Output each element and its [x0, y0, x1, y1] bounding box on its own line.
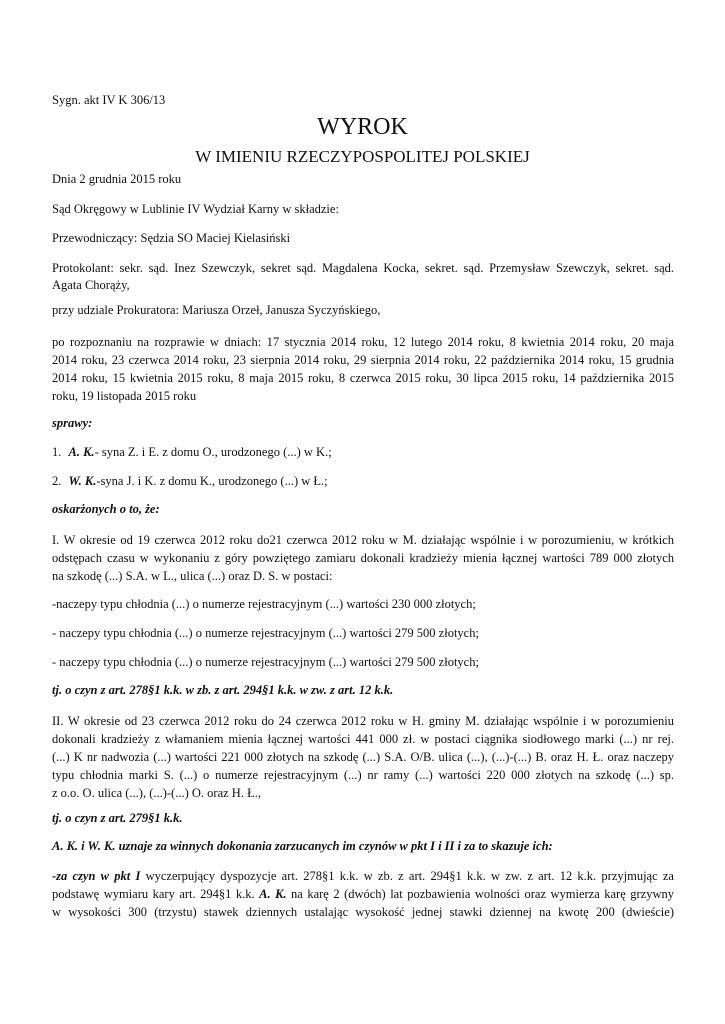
guilty-verdict: A. K. i W. K. uznaje za winnych dokonania zarzucanych im czynów w pkt I i II i za to skazuje ich:: [52, 839, 553, 853]
hearing-dates-line-4: roku, 19 listopada 2015 roku: [52, 389, 197, 403]
defendant-2-number: 2.: [52, 474, 62, 488]
defendant-1-name: A. K.: [68, 445, 95, 459]
accused-heading: oskarżonych o to, że:: [52, 502, 160, 516]
defendant-2: [52, 471, 674, 492]
cases-heading: sprawy:: [52, 416, 93, 430]
count-1-line-1: I. W okresie od 19 czerwca 2012 roku do21 czerwca 2012 roku w M. działając wspólnie i w porozumieniu, w krótkich: [52, 533, 674, 547]
presiding-judge: Przewodniczący: Sędzia SO Maciej Kielasiński: [52, 231, 291, 245]
count-1-item-3: - naczepy typu chłodnia (...) o numerze rejestracyjnym (...) wartości 279 500 złotych;: [52, 655, 479, 669]
count-1-item-1: -naczepy typu chłodnia (...) o numerze rejestracyjnym (...) wartości 230 000 złotych;: [52, 597, 476, 611]
count-2-line-5: z o.o. O. ulica (...), (...)-(...) O. oraz H. Ł.,: [52, 786, 261, 800]
sentence-line-1-text: wyczerpujący dyspozycje art. 278§1 k.k. w zb. z art. 294§1 k.k. w zw. z art. 12 k.k. przyjmując za: [140, 869, 674, 883]
hearing-dates-line-1: po rozpoznaniu na rozprawie w dniach: 17 stycznia 2014 roku, 12 lutego 2014 roku, 8 kwietnia 2014 roku, 20 maja: [52, 335, 674, 349]
count-1-line-3: na szkodę (...) S.A. w L., ulica (...) oraz D. S. w postaci:: [52, 569, 333, 583]
case-signature: Sygn. akt IV K 306/13: [52, 93, 166, 107]
sentence-line-2-text: na karę 2 (dwóch) lat pozbawienia wolności oraz wymierza karę grzywny: [286, 887, 674, 901]
document-title: WYROK: [317, 114, 408, 140]
hearing-dates-line-2: 2014 roku, 23 czerwca 2014 roku, 23 sierpnia 2014 roku, 29 sierpnia 2014 roku, 22 października 2014 roku, 15 grudnia: [52, 353, 674, 367]
defendant-2-details: -syna J. i K. z domu K., urodzonego (...) w Ł.;: [96, 474, 328, 488]
count-2-line-3: (...) K nr nadwozia (...) wartości 221 000 złotych na szkodę (...) S.A. O/B. ulica (...), (...)-(...) B. oraz H. Ł. oraz naczepy: [52, 750, 674, 764]
court-composition: Sąd Okręgowy w Lublinie IV Wydział Karny w składzie:: [52, 202, 339, 216]
sentence-defendant-name: A. K.: [259, 887, 287, 901]
count-2-qualification: tj. o czyn z art. 279§1 k.k.: [52, 811, 183, 825]
document-subtitle: W IMIENIU RZECZYPOSPOLITEJ POLSKIEJ: [195, 147, 530, 166]
judgment-date: Dnia 2 grudnia 2015 roku: [52, 172, 182, 186]
prosecutors: przy udziale Prokuratora: Mariusza Orzeł, Janusza Syczyńskiego,: [52, 303, 381, 317]
count-2-line-2: dokonali kradzieży z włamaniem mienia łącznej wartości 441 000 zł. w postaci ciągnika siodłowego marki (...) nr rej.: [52, 732, 674, 746]
defendant-2-name: W. K.: [68, 474, 97, 488]
sentence-line-3: w wysokości 300 (trzystu) stawek dziennych ustalając wysokość jednej stawki dziennej na kwotę 200 (dwieście): [52, 905, 674, 919]
defendant-1-number: 1.: [52, 445, 62, 459]
clerks-line-2: Agata Chorąży,: [52, 278, 130, 292]
sentence-line-2-pre: podstawę wymiaru kary art. 294§1 k.k.: [52, 887, 260, 901]
count-1-item-2: - naczepy typu chłodnia (...) o numerze rejestracyjnym (...) wartości 279 500 złotych;: [52, 626, 479, 640]
count-2-line-1: II. W okresie od 23 czerwca 2012 roku do 24 czerwca 2012 roku w H. gminy M. działając wspólnie i w porozumieniu: [52, 714, 674, 728]
count-2-line-4: typu chłodnia marki S. (...) o numerze rejestracyjnym (...) nr ramy (...) wartości 220 000 złotych na szkodę (...) sp.: [52, 768, 674, 782]
defendant-1-details: - syna Z. i E. z domu O., urodzonego (...) w K.;: [94, 445, 332, 459]
sentence-count-label: -za czyn w pkt I: [52, 869, 141, 883]
count-1-qualification: tj. o czyn z art. 278§1 k.k. w zb. z art. 294§1 k.k. w zw. z art. 12 k.k.: [52, 683, 394, 697]
clerks-line-1: Protokolant: sekr. sąd. Inez Szewczyk, sekret sąd. Magdalena Kocka, sekret. sąd. Przemysław Szewczyk, sekret. sąd.: [52, 261, 674, 275]
hearing-dates-line-3: 2014 roku, 15 kwietnia 2015 roku, 8 maja 2015 roku, 8 czerwca 2015 roku, 30 lipca 2015 roku, 14 października 2015: [52, 371, 674, 385]
count-1-line-2: odstępach czasu w wykonaniu z góry powziętego zamiaru dokonali kradzieży mienia łącznej wartości 789 000 złotych: [52, 551, 674, 565]
defendant-1: [52, 442, 674, 463]
